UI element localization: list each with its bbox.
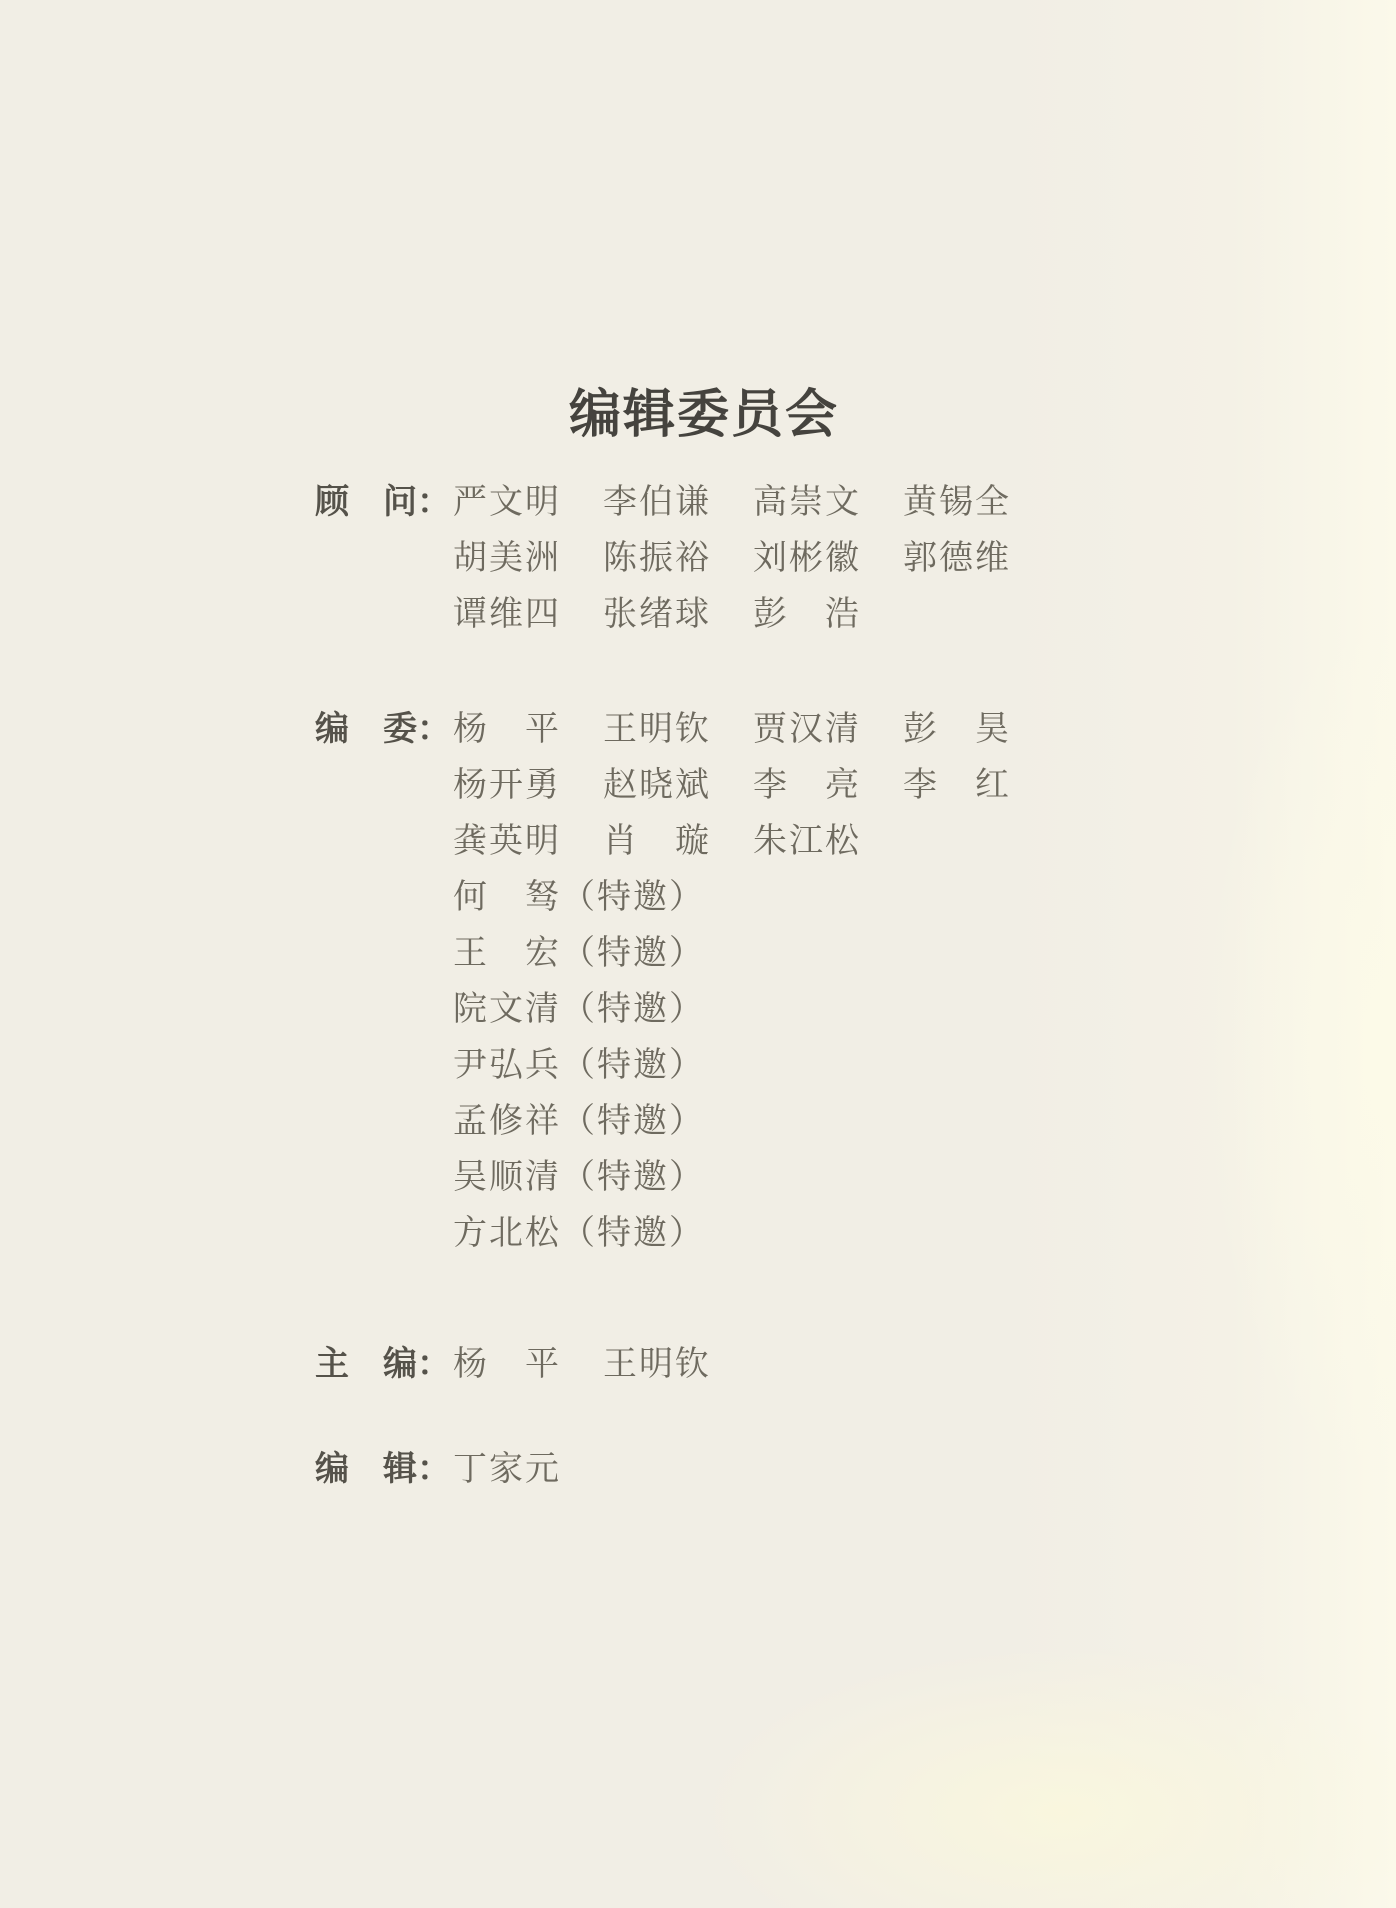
committee-row — [453, 701, 1011, 757]
committee-row — [453, 1441, 561, 1497]
person-name: 张绪球 — [603, 594, 711, 634]
page-title: 编辑委员会 — [568, 383, 840, 445]
section-editor — [315, 1441, 561, 1497]
section-label: 主 编： — [315, 1344, 451, 1384]
person-name: 尹弘兵（特邀） — [453, 1045, 705, 1085]
committee-rows — [453, 474, 1011, 642]
person-name: 李 亮 — [753, 765, 861, 805]
person-name: 严文明 — [453, 482, 561, 522]
section-advisors — [315, 474, 1011, 642]
committee-row — [453, 813, 1011, 869]
committee-row — [453, 1093, 1011, 1149]
committee-row — [453, 757, 1011, 813]
person-name: 郭德维 — [903, 538, 1011, 578]
person-name: 谭维四 — [453, 594, 561, 634]
section-label: 编 辑： — [315, 1449, 451, 1489]
committee-row — [453, 1205, 1011, 1261]
person-name: 吴顺清（特邀） — [453, 1157, 705, 1197]
person-name: 王 宏（特邀） — [453, 933, 705, 973]
committee-row — [453, 1336, 711, 1392]
person-name: 贾汉清 — [753, 709, 861, 749]
person-name: 胡美洲 — [453, 538, 561, 578]
section-editorial-board — [315, 701, 1011, 1261]
committee-row — [453, 925, 1011, 981]
person-name: 赵晓斌 — [603, 765, 711, 805]
person-name: 彭 浩 — [753, 594, 861, 634]
person-name: 黄锡全 — [903, 482, 1011, 522]
person-name: 杨 平 — [453, 1344, 561, 1384]
person-name: 杨开勇 — [453, 765, 561, 805]
committee-rows — [453, 1441, 561, 1497]
committee-rows — [453, 701, 1011, 1261]
person-name: 何 驽（特邀） — [453, 877, 705, 917]
person-name: 王明钦 — [603, 1344, 711, 1384]
committee-row — [453, 474, 1011, 530]
committee-row — [453, 981, 1011, 1037]
person-name: 李 红 — [903, 765, 1011, 805]
person-name: 陈振裕 — [603, 538, 711, 578]
person-name: 李伯谦 — [603, 482, 711, 522]
section-label: 编 委： — [315, 709, 451, 749]
person-name: 高崇文 — [753, 482, 861, 522]
person-name: 孟修祥（特邀） — [453, 1101, 705, 1141]
section-label: 顾 问： — [315, 482, 451, 522]
person-name: 王明钦 — [603, 709, 711, 749]
person-name: 彭 昊 — [903, 709, 1011, 749]
committee-rows — [453, 1336, 711, 1392]
person-name: 方北松（特邀） — [453, 1213, 705, 1253]
person-name: 杨 平 — [453, 709, 561, 749]
committee-row — [453, 1037, 1011, 1093]
committee-row — [453, 530, 1011, 586]
person-name: 龚英明 — [453, 821, 561, 861]
section-chief-editors — [315, 1336, 711, 1392]
person-name: 丁家元 — [453, 1449, 561, 1489]
person-name: 刘彬徽 — [753, 538, 861, 578]
committee-row — [453, 586, 1011, 642]
person-name: 肖 璇 — [603, 821, 711, 861]
committee-row — [453, 1149, 1011, 1205]
person-name: 院文清（特邀） — [453, 989, 705, 1029]
person-name: 朱江松 — [753, 821, 861, 861]
committee-row — [453, 869, 1011, 925]
